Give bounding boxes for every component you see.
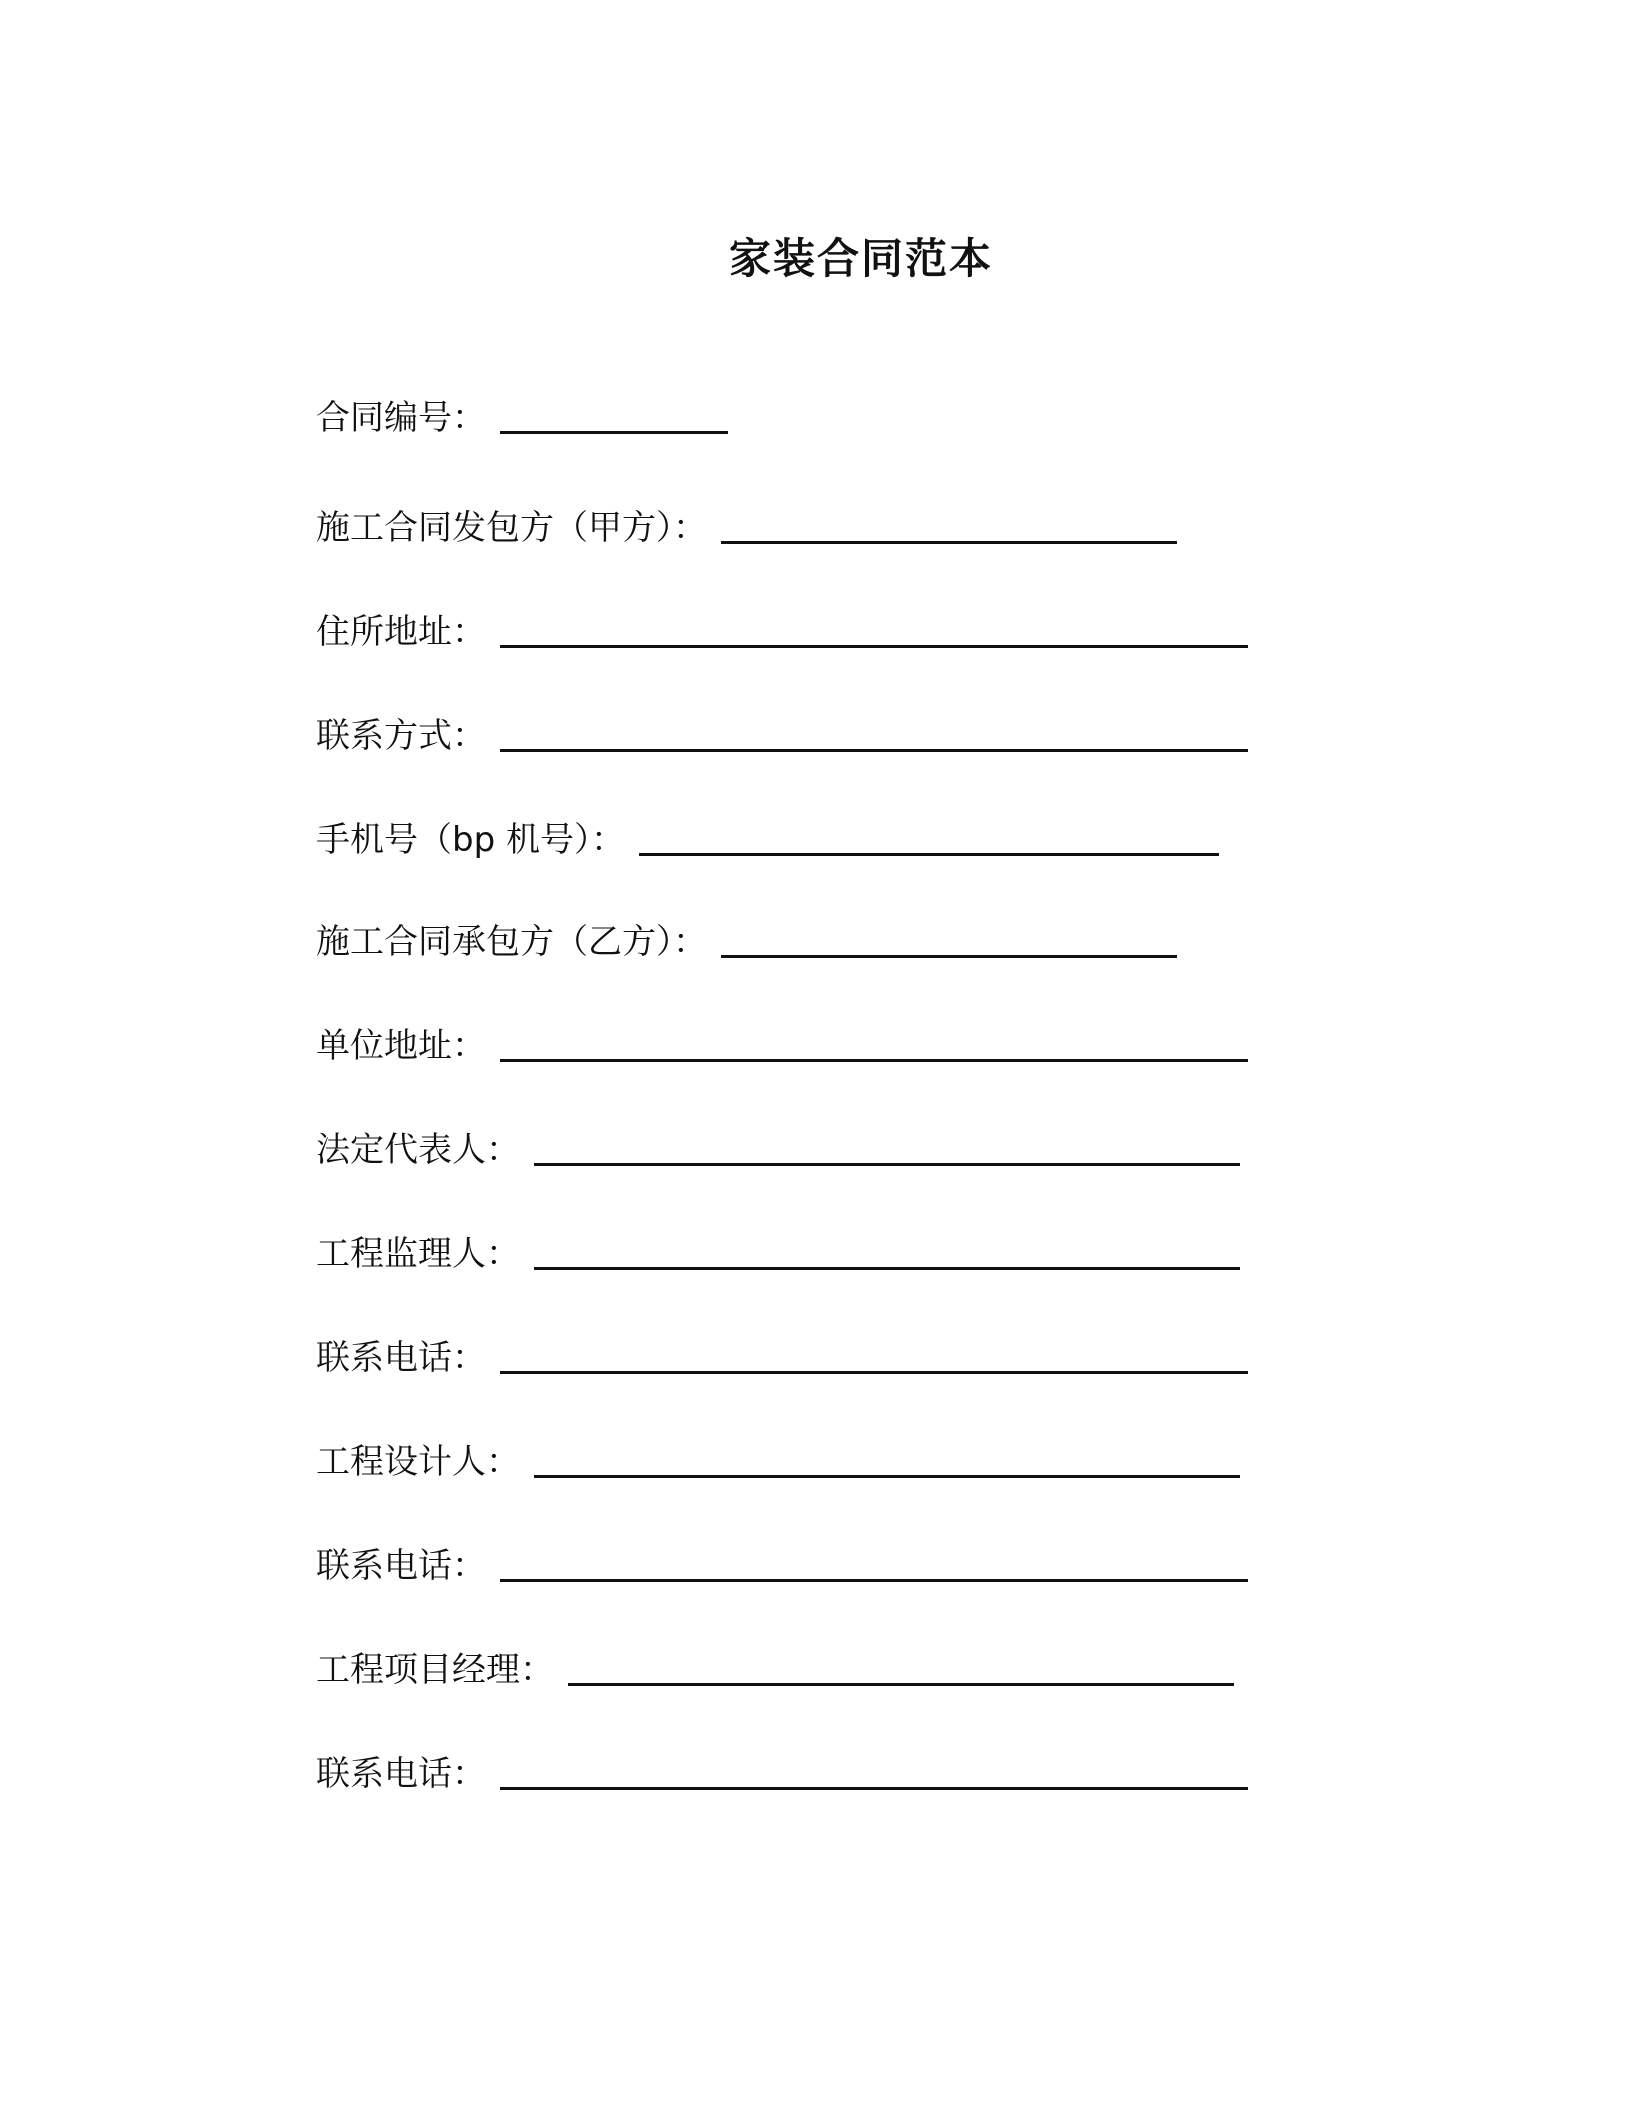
field-label: 工程项目经理： (316, 1650, 554, 1690)
field-label: 联系电话： (316, 1338, 486, 1378)
field-label: 联系电话： (316, 1754, 486, 1794)
page-title: 家装合同范本 (728, 234, 993, 283)
blank-line[interactable] (534, 1159, 1240, 1166)
field-legal-representative (316, 1128, 1240, 1172)
blank-line[interactable] (500, 427, 728, 434)
field-project-supervisor (316, 1232, 1240, 1276)
field-party-b (316, 920, 1177, 964)
blank-line[interactable] (500, 745, 1248, 752)
field-label: 手机号（bp 机号）： (316, 820, 625, 860)
field-label: 联系方式： (316, 716, 486, 756)
blank-line[interactable] (500, 1575, 1248, 1582)
field-mobile-number (316, 818, 1219, 862)
field-company-address (316, 1024, 1248, 1068)
field-project-designer (316, 1440, 1240, 1484)
field-label: 联系电话： (316, 1546, 486, 1586)
field-residence-address (316, 610, 1248, 654)
blank-line[interactable] (500, 641, 1248, 648)
field-contact-phone (316, 1544, 1248, 1588)
field-contact-method (316, 714, 1248, 758)
blank-line[interactable] (534, 1263, 1240, 1270)
field-contract-number (316, 396, 728, 440)
field-label: 工程设计人： (316, 1442, 520, 1482)
blank-line[interactable] (500, 1783, 1248, 1790)
field-contact-phone (316, 1336, 1248, 1380)
field-label: 合同编号： (316, 398, 486, 438)
blank-line[interactable] (500, 1055, 1248, 1062)
field-label: 单位地址： (316, 1026, 486, 1066)
blank-line[interactable] (639, 849, 1219, 856)
blank-line[interactable] (721, 537, 1177, 544)
blank-line[interactable] (568, 1679, 1234, 1686)
field-contact-phone (316, 1752, 1248, 1796)
blank-line[interactable] (534, 1471, 1240, 1478)
field-label: 法定代表人： (316, 1130, 520, 1170)
field-label: 住所地址： (316, 612, 486, 652)
field-project-manager (316, 1648, 1234, 1692)
blank-line[interactable] (721, 951, 1177, 958)
field-label: 施工合同发包方（甲方）： (316, 508, 707, 548)
field-party-a (316, 506, 1177, 550)
blank-line[interactable] (500, 1367, 1248, 1374)
field-label: 工程监理人： (316, 1234, 520, 1274)
field-label: 施工合同承包方（乙方）： (316, 922, 707, 962)
